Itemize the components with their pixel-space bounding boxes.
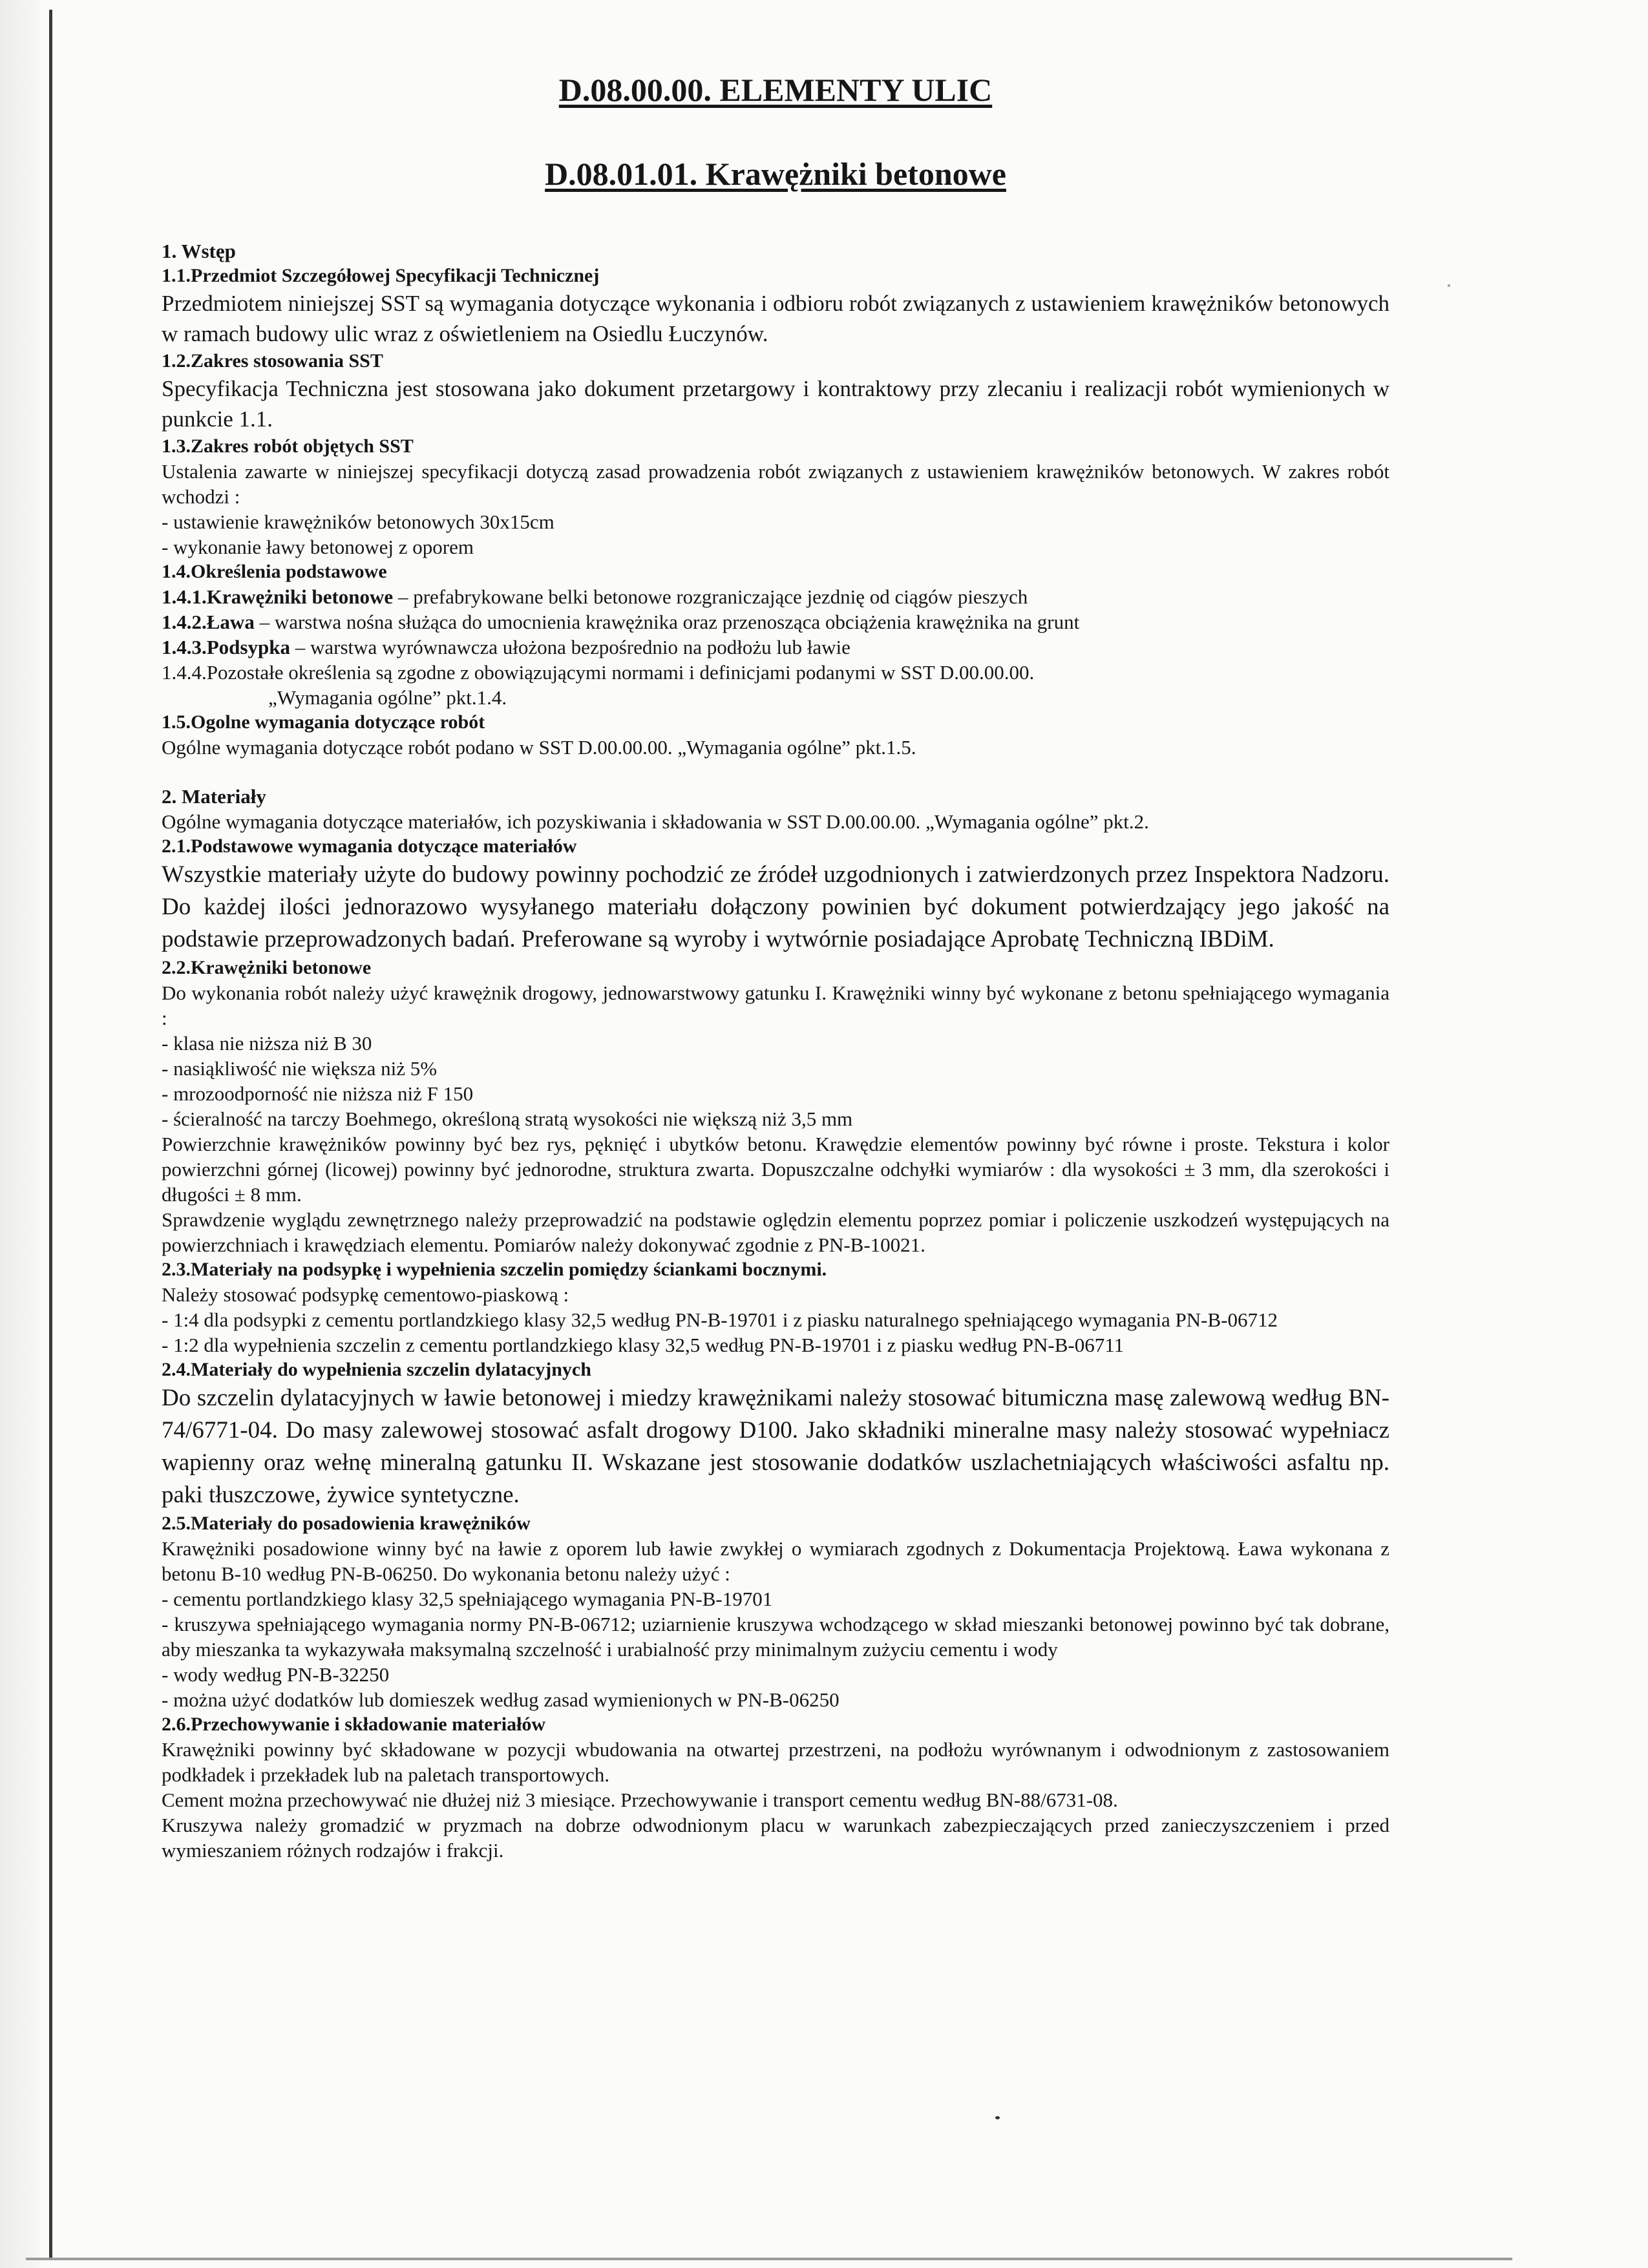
section-2-5-heading: 2.5.Materiały do posadowienia krawężników <box>162 1513 531 1534</box>
list-item: - kruszywa spełniającego wymagania normy PN-B-06712; uziarnienie kruszywa wchodzącego w skład mieszanki betonowej powinno być tak dobrane, aby mieszanka ta wykazywała maksymalną szczelność i urabialność przy minimalnym zużyciu cementu i wody <box>162 1613 1389 1661</box>
document-page <box>162 71 1389 1863</box>
section-2-2-intro: Do wykonania robót należy użyć krawężnik drogowy, jednowarstwowy gatunku I. Krawężniki winny być wykonane z betonu spełniającego wymagania : <box>162 982 1389 1029</box>
definition-1-4-3 <box>162 635 1389 660</box>
section-2-intro: Ogólne wymagania dotyczące materiałów, ich pozyskiwania i składowania w SST D.00.00.00. „Wymagania ogólne” pkt.2. <box>162 810 1149 833</box>
section-1-3-heading: 1.3.Zakres robót objętych SST <box>162 436 414 457</box>
section-2-6-paragraph-1: Krawężniki powinny być składowane w pozycji wbudowania na otwartej przestrzeni, na podłożu wyrównanym i odwodnionym z zastosowaniem podkładek i przekładek lub na paletach transportowych. <box>162 1738 1389 1786</box>
definition-text: – warstwa nośna służąca do umocnienia krawężnika oraz przenosząca obciążenia krawężnika na grunt <box>254 611 1080 633</box>
section-2-2-paragraph-1: Powierzchnie krawężników powinny być bez rys, pęknięć i ubytków betonu. Krawędzie elementów powinny być równe i proste. Tekstura i kolor powierzchni górnej (licowej) powinny być jednorodne, struktura zwarta. Dopuszczalne odchyłki wymiarów : dla wysokości ± 3 mm, dla szerokości i długości ± 8 mm. <box>162 1133 1389 1206</box>
scan-dot <box>995 2116 1000 2119</box>
definition-1-4-4: 1.4.4.Pozostałe określenia są zgodne z obowiązującymi normami i definicjami podanymi w SST D.00.00.00. <box>162 661 1035 684</box>
list-item: - wody według PN-B-32250 <box>162 1663 390 1686</box>
section-2-heading: 2. Materiały <box>162 785 266 808</box>
section-2-4-heading: 2.4.Materiały do wypełnienia szczelin dylatacyjnych <box>162 1359 591 1380</box>
definition-term: 1.4.1.Krawężniki betonowe <box>162 585 394 608</box>
section-1-heading: 1. Wstęp <box>162 240 236 262</box>
scan-bottom-line <box>26 2258 1512 2260</box>
list-item: - nasiąkliwość nie większa niż 5% <box>162 1057 438 1080</box>
section-1-4-heading: 1.4.Określenia podstawowe <box>162 561 387 582</box>
section-2-3-intro: Należy stosować podsypkę cementowo-piaskową : <box>162 1283 569 1306</box>
scan-margin <box>0 0 40 2268</box>
list-item: - 1:2 dla wypełnienia szczelin z cementu portlandzkiego klasy 32,5 według PN-B-19701 i z piasku według PN-B-06711 <box>162 1334 1125 1356</box>
section-2-6-paragraph-3: Kruszywa należy gromadzić w pryzmach na dobrze odwodnionym placu w warunkach zabezpieczających przed zanieczyszczeniem i przed wymieszaniem różnych rodzajów i frakcji. <box>162 1814 1389 1862</box>
list-item: - ustawienie krawężników betonowych 30x15cm <box>162 510 555 533</box>
document-title: D.08.00.00. ELEMENTY ULIC <box>558 72 993 108</box>
section-1-1-text: Przedmiotem niniejszej SST są wymagania dotyczące wykonania i odbioru robót związanych z ustawieniem krawężników betonowych w ramach budowy ulic wraz z oświetleniem na Osiedlu Łuczynów. <box>162 291 1389 346</box>
section-1-2-text: Specyfikacja Techniczna jest stosowana jako dokument przetargowy i kontraktowy przy zlecaniu i realizacji robót wymienionych w punkcie 1.1. <box>162 376 1389 432</box>
definition-text: – prefabrykowane belki betonowe rozgraniczające jezdnię od ciągów pieszych <box>393 585 1028 608</box>
list-item: - 1:4 dla podsypki z cementu portlandzkiego klasy 32,5 według PN-B-19701 i z piasku naturalnego spełniającego wymagania PN-B-06712 <box>162 1308 1278 1331</box>
definition-text: – warstwa wyrównawcza ułożona bezpośrednio na podłożu lub ławie <box>290 636 850 658</box>
section-2-5-intro: Krawężniki posadowione winny być na ławie z oporem lub ławie zwykłej o wymiarach zgodnych z Dokumentacja Projektową. Ława wykonana z betonu B-10 według PN-B-06250. Do wykonania betonu należy użyć : <box>162 1537 1389 1585</box>
section-2-1-heading: 2.1.Podstawowe wymagania dotyczące materiałów <box>162 835 577 857</box>
section-1-3-text: Ustalenia zawarte w niniejszej specyfikacji dotyczą zasad prowadzenia robót związanych z ustawieniem krawężników betonowych. W zakres robót wchodzi : <box>162 460 1389 508</box>
section-2-1-text: Wszystkie materiały użyte do budowy powinny pochodzić ze źródeł uzgodnionych i zatwierdzonych przez Inspektora Nadzoru. Do każdej ilości jednorazowo wysyłanego materiału dołączony powinien być dokument potwierdzający jego jakość na podstawie przeprowadzonych badań. Preferowane są wyroby i wytwórnie posiadające Aprobatę Techniczną IBDiM. <box>162 861 1389 952</box>
section-1-5-heading: 1.5.Ogolne wymagania dotyczące robót <box>162 711 485 733</box>
definition-1-4-4-continued: „Wymagania ogólne” pkt.1.4. <box>268 686 507 709</box>
scan-edge-line <box>49 10 52 2258</box>
section-1-5-text: Ogólne wymagania dotyczące robót podano w SST D.00.00.00. „Wymagania ogólne” pkt.1.5. <box>162 736 916 759</box>
list-item: - ścieralność na tarczy Boehmego, określoną stratą wysokości nie większą niż 3,5 mm <box>162 1108 853 1130</box>
section-2-2-paragraph-2: Sprawdzenie wyglądu zewnętrznego należy przeprowadzić na podstawie oględzin elementu poprzez pomiar i policzenie uszkodzeń występujących na powierzchniach i krawędziach elementu. Pomiarów należy dokonywać zgodnie z PN-B-10021. <box>162 1208 1389 1256</box>
list-item: - można użyć dodatków lub domieszek według zasad wymienionych w PN-B-06250 <box>162 1688 840 1711</box>
definition-term: 1.4.3.Podsypka <box>162 636 290 658</box>
list-item: - cementu portlandzkiego klasy 32,5 spełniającego wymagania PN-B-19701 <box>162 1588 773 1610</box>
list-item: - mrozoodporność nie niższa niż F 150 <box>162 1082 474 1105</box>
section-1-2-heading: 1.2.Zakres stosowania SST <box>162 350 383 372</box>
list-item: - klasa nie niższa niż B 30 <box>162 1032 372 1055</box>
section-2-6-paragraph-2: Cement można przechowywać nie dłużej niż 3 miesiące. Przechowywanie i transport cementu według BN-88/6731-08. <box>162 1789 1118 1811</box>
section-2-6-heading: 2.6.Przechowywanie i składowanie materiałów <box>162 1714 546 1735</box>
section-2-2-heading: 2.2.Krawężniki betonowe <box>162 957 372 978</box>
section-2-4-text: Do szczelin dylatacyjnych w ławie betonowej i miedzy krawężnikami należy stosować bitumiczna masę zalewową według BN-74/6771-04. Do masy zalewowej stosować asfalt drogowy D100. Jako składniki mineralne masy należy stosować wypełniacz wapienny oraz wełnę mineralną gatunku II. Wskazane jest stosowanie dodatków uszlachetniających właściwości asfaltu np. paki tłuszczowe, żywice syntetyczne. <box>162 1385 1389 1508</box>
section-2-3-heading: 2.3.Materiały na podsypkę i wypełnienia szczelin pomiędzy ściankami bocznymi. <box>162 1259 827 1280</box>
definition-1-4-2 <box>162 609 1389 635</box>
list-item: - wykonanie ławy betonowej z oporem <box>162 536 474 558</box>
definition-term: 1.4.2.Ława <box>162 611 255 633</box>
definition-1-4-1 <box>162 584 1389 609</box>
section-1-1-heading: 1.1.Przedmiot Szczegółowej Specyfikacji Technicznej <box>162 265 600 286</box>
scan-speck <box>1448 284 1450 287</box>
document-subtitle: D.08.01.01. Krawężniki betonowe <box>545 156 1006 192</box>
